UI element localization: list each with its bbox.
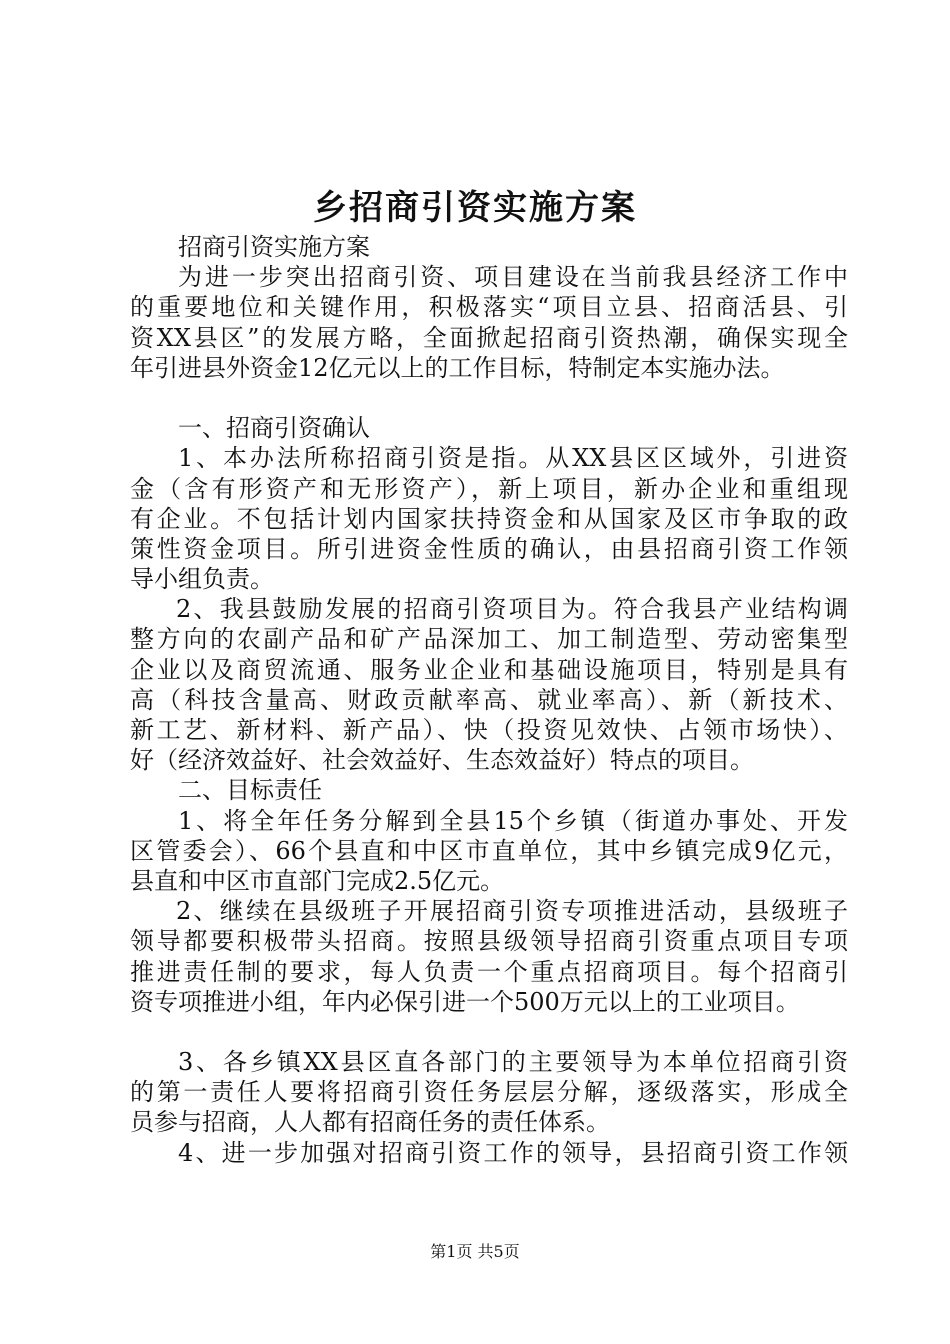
text-line: 导小组负责。 <box>130 565 274 594</box>
text-line: 2、继续在县级班子开展招商引资专项推进活动，县级班子 <box>176 897 848 926</box>
text-line: 1、将全年任务分解到全县15个乡镇（街道办事处、开发 <box>178 806 848 835</box>
text-line: 的第一责任人要将招商引资任务层层分解，逐级落实，形成全 <box>130 1078 848 1107</box>
text-line: 2、我县鼓励发展的招商引资项目为。符合我县产业结构调 <box>176 595 848 624</box>
text-line: 3、各乡镇XX县区直各部门的主要领导为本单位招商引资 <box>178 1048 848 1077</box>
text-line: 员参与招商，人人都有招商任务的责任体系。 <box>130 1108 610 1137</box>
text-line: 4、进一步加强对招商引资工作的领导，县招商引资工作领 <box>178 1138 848 1167</box>
text-line: 整方向的农副产品和矿产品深加工、加工制造型、劳动密集型 <box>130 625 848 654</box>
text-line: 高（科技含量高、财政贡献率高、就业率高）、新（新技术、 <box>130 685 848 714</box>
text-line: 金（含有形资产和无形资产），新上项目，新办企业和重组现 <box>130 474 848 503</box>
document-title: 乡招商引资实施方案 <box>313 188 637 228</box>
text-line: 招商引资实施方案 <box>178 233 370 261</box>
text-line: 资XX县区”的发展方略，全面掀起招商引资热潮，确保实现全 <box>130 323 848 352</box>
text-line: 为进一步突出招商引资、项目建设在当前我县经济工作中 <box>178 263 848 292</box>
text-line: 年引进县外资金12亿元以上的工作目标，特制定本实施办法。 <box>130 353 785 382</box>
section-heading: 二、目标责任 <box>178 776 322 805</box>
text-line: 有企业。不包括计划内国家扶持资金和从国家及区市争取的政 <box>130 504 848 533</box>
section-heading: 一、招商引资确认 <box>178 414 370 443</box>
text-line: 区管委会）、66个县直和中区市直单位，其中乡镇完成9亿元， <box>130 836 848 865</box>
page-number: 第1页 共5页 <box>430 1242 520 1261</box>
text-line: 县直和中区市直部门完成2.5亿元。 <box>130 866 505 895</box>
text-line: 好（经济效益好、社会效益好、生态效益好）特点的项目。 <box>130 746 754 775</box>
text-line: 的重要地位和关键作用，积极落实“项目立县、招商活县、引 <box>130 293 848 322</box>
text-line: 1、本办法所称招商引资是指。从XX县区区域外，引进资 <box>178 444 848 473</box>
blank-line <box>130 383 848 413</box>
text-line: 领导都要积极带头招商。按照县级领导招商引资重点项目专项 <box>130 927 848 956</box>
text-line: 新工艺、新材料、新产品）、快（投资见效快、占领市场快）、 <box>130 716 848 744</box>
document-body <box>130 232 848 1168</box>
text-line: 推进责任制的要求，每人负责一个重点招商项目。每个招商引 <box>130 957 848 986</box>
blank-line <box>130 1017 848 1047</box>
text-line: 企业以及商贸流通、服务业企业和基础设施项目，特别是具有 <box>130 655 848 684</box>
text-line: 资专项推进小组，年内必保引进一个500万元以上的工业项目。 <box>130 987 800 1016</box>
text-line: 策性资金项目。所引进资金性质的确认，由县招商引资工作领 <box>130 534 848 563</box>
